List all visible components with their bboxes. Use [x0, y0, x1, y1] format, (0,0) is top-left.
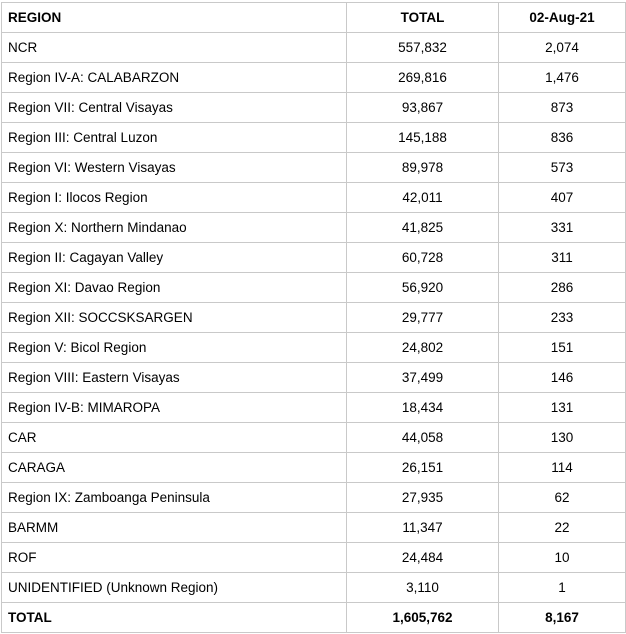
cell-region: Region X: Northern Mindanao: [2, 213, 347, 243]
cell-date: 130: [499, 423, 626, 453]
cell-region: Region VII: Central Visayas: [2, 93, 347, 123]
table-total-row: [2, 603, 626, 633]
table-row: [2, 363, 626, 393]
cell-total: 93,867: [347, 93, 499, 123]
cell-date: 1,476: [499, 63, 626, 93]
cell-region: Region VIII: Eastern Visayas: [2, 363, 347, 393]
spreadsheet-sheet: [0, 2, 626, 634]
cell-date: 286: [499, 273, 626, 303]
cell-region: NCR: [2, 33, 347, 63]
cell-region: Region II: Cagayan Valley: [2, 243, 347, 273]
cell-date: 10: [499, 543, 626, 573]
cell-total: 44,058: [347, 423, 499, 453]
table-row: [2, 543, 626, 573]
table-header: [2, 3, 626, 33]
cell-date: 131: [499, 393, 626, 423]
cell-total: 56,920: [347, 273, 499, 303]
column-header-date: 02-Aug-21: [499, 3, 626, 33]
region-case-table: [1, 2, 626, 633]
cell-total-sum: 1,605,762: [347, 603, 499, 633]
cell-total: 60,728: [347, 243, 499, 273]
cell-region: Region IX: Zamboanga Peninsula: [2, 483, 347, 513]
table-row: [2, 123, 626, 153]
cell-total: 29,777: [347, 303, 499, 333]
cell-date: 836: [499, 123, 626, 153]
cell-date: 407: [499, 183, 626, 213]
table-row: [2, 423, 626, 453]
cell-total: 26,151: [347, 453, 499, 483]
cell-date: 146: [499, 363, 626, 393]
table-row: [2, 183, 626, 213]
cell-region: Region XII: SOCCSKSARGEN: [2, 303, 347, 333]
cell-total: 3,110: [347, 573, 499, 603]
cell-total: 41,825: [347, 213, 499, 243]
cell-date: 62: [499, 483, 626, 513]
cell-date: 331: [499, 213, 626, 243]
cell-total-label: TOTAL: [2, 603, 347, 633]
column-header-total: TOTAL: [347, 3, 499, 33]
cell-date: 873: [499, 93, 626, 123]
cell-date-sum: 8,167: [499, 603, 626, 633]
table-row: [2, 243, 626, 273]
cell-total: 37,499: [347, 363, 499, 393]
cell-region: Region VI: Western Visayas: [2, 153, 347, 183]
table-row: [2, 483, 626, 513]
cell-region: ROF: [2, 543, 347, 573]
table-body: [2, 33, 626, 633]
table-row: [2, 393, 626, 423]
cell-total: 11,347: [347, 513, 499, 543]
column-header-region: REGION: [2, 3, 347, 33]
cell-total: 18,434: [347, 393, 499, 423]
cell-region: Region XI: Davao Region: [2, 273, 347, 303]
cell-date: 573: [499, 153, 626, 183]
cell-total: 145,188: [347, 123, 499, 153]
cell-region: Region IV-A: CALABARZON: [2, 63, 347, 93]
cell-region: CARAGA: [2, 453, 347, 483]
table-row: [2, 93, 626, 123]
cell-total: 24,802: [347, 333, 499, 363]
cell-total: 557,832: [347, 33, 499, 63]
cell-total: 89,978: [347, 153, 499, 183]
table-row: [2, 273, 626, 303]
cell-total: 24,484: [347, 543, 499, 573]
table-row: [2, 33, 626, 63]
cell-region: UNIDENTIFIED (Unknown Region): [2, 573, 347, 603]
table-row: [2, 453, 626, 483]
cell-date: 311: [499, 243, 626, 273]
cell-region: Region III: Central Luzon: [2, 123, 347, 153]
cell-total: 27,935: [347, 483, 499, 513]
cell-date: 114: [499, 453, 626, 483]
table-row: [2, 333, 626, 363]
table-row: [2, 213, 626, 243]
cell-region: CAR: [2, 423, 347, 453]
cell-region: Region V: Bicol Region: [2, 333, 347, 363]
table-row: [2, 153, 626, 183]
table-row: [2, 303, 626, 333]
table-row: [2, 573, 626, 603]
table-row: [2, 513, 626, 543]
cell-region: Region IV-B: MIMAROPA: [2, 393, 347, 423]
cell-region: Region I: Ilocos Region: [2, 183, 347, 213]
cell-total: 269,816: [347, 63, 499, 93]
table-row: [2, 63, 626, 93]
cell-date: 22: [499, 513, 626, 543]
cell-date: 233: [499, 303, 626, 333]
cell-region: BARMM: [2, 513, 347, 543]
cell-date: 1: [499, 573, 626, 603]
table-header-row: [2, 3, 626, 33]
cell-total: 42,011: [347, 183, 499, 213]
cell-date: 151: [499, 333, 626, 363]
cell-date: 2,074: [499, 33, 626, 63]
